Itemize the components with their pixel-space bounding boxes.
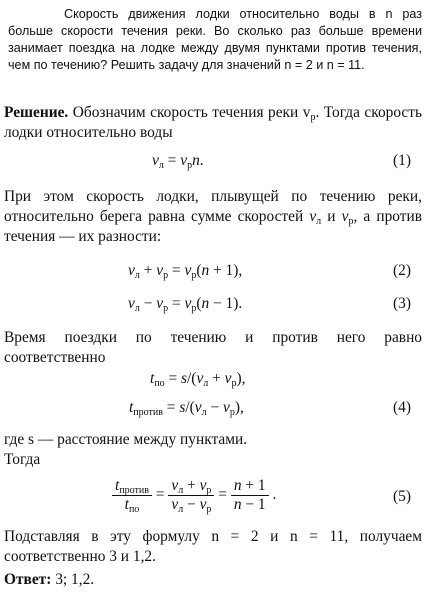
paragraph-3: Время поездки по течению и против него равно соответственно bbox=[4, 329, 422, 366]
equation-4b: $t_{против} = s/(v_л - v_р)$, (4) bbox=[129, 399, 411, 418]
equation-number: (1) bbox=[393, 152, 411, 169]
equation-number: (2) bbox=[393, 262, 411, 279]
problem-statement: Скорость движения лодки относительно воды в n раз больше скорости течения реки. Во сколько раз больше времени занимает поездка на лодке между двумя пунктами против течения, чем по течению? Решить задачу для значений n = 2 и n = 11. bbox=[8, 7, 422, 72]
paragraph-5: Подставляя в эту формулу n = 2 и n = 11, получаем соответственно 3 и 1,2. bbox=[4, 528, 422, 565]
paragraph-4 bbox=[4, 430, 422, 470]
intro-sub: р bbox=[310, 112, 316, 123]
equation-number: (4) bbox=[393, 399, 411, 416]
para4-text: где s — расстояние между пунктами. bbox=[4, 431, 248, 448]
equation-number: (5) bbox=[393, 488, 411, 505]
para4b-text: Тогда bbox=[4, 451, 41, 468]
equation-5: $\frac{t_{против}}{t_{по}}$ = $\frac{v_л + v_р}{v_л - v_р}$ = $\frac{n + 1}{n - 1}$ . (5) bbox=[0, 474, 429, 520]
solution-label: Решение. bbox=[4, 104, 69, 121]
para2-and: и bbox=[327, 208, 336, 225]
answer bbox=[4, 570, 422, 590]
equation-2: $v_л + v_р = v_р(n + 1)$, (2) bbox=[128, 262, 411, 281]
equation-4a: $t_{по} = s/(v_л + v_р)$, bbox=[150, 370, 246, 389]
paragraph-2: При этом скорость лодки, плывущей по течению реки, относительно берега равна сумме скоростей $v_л$ и $v_р$, а против течения — их разности: bbox=[4, 188, 423, 245]
equation-1: $v_л = v_рn$. (1) bbox=[152, 152, 411, 171]
equation-number: (3) bbox=[393, 295, 411, 312]
intro-text: Обозначим скорость течения реки v bbox=[72, 104, 311, 121]
equation-3: $v_л - v_р = v_р(n - 1)$. (3) bbox=[128, 295, 411, 314]
intro-end: . Тогда скорость лодки относительно воды bbox=[4, 104, 422, 141]
para2-text: При этом скорость лодки, плывущей по течению реки, относительно берега равна сумме скоростей bbox=[4, 188, 422, 225]
solution-intro bbox=[4, 103, 422, 143]
para2-end: , а против течения — их разности: bbox=[4, 208, 423, 245]
answer-value: 3; 1,2. bbox=[55, 571, 95, 588]
answer-label: Ответ: bbox=[4, 571, 52, 588]
